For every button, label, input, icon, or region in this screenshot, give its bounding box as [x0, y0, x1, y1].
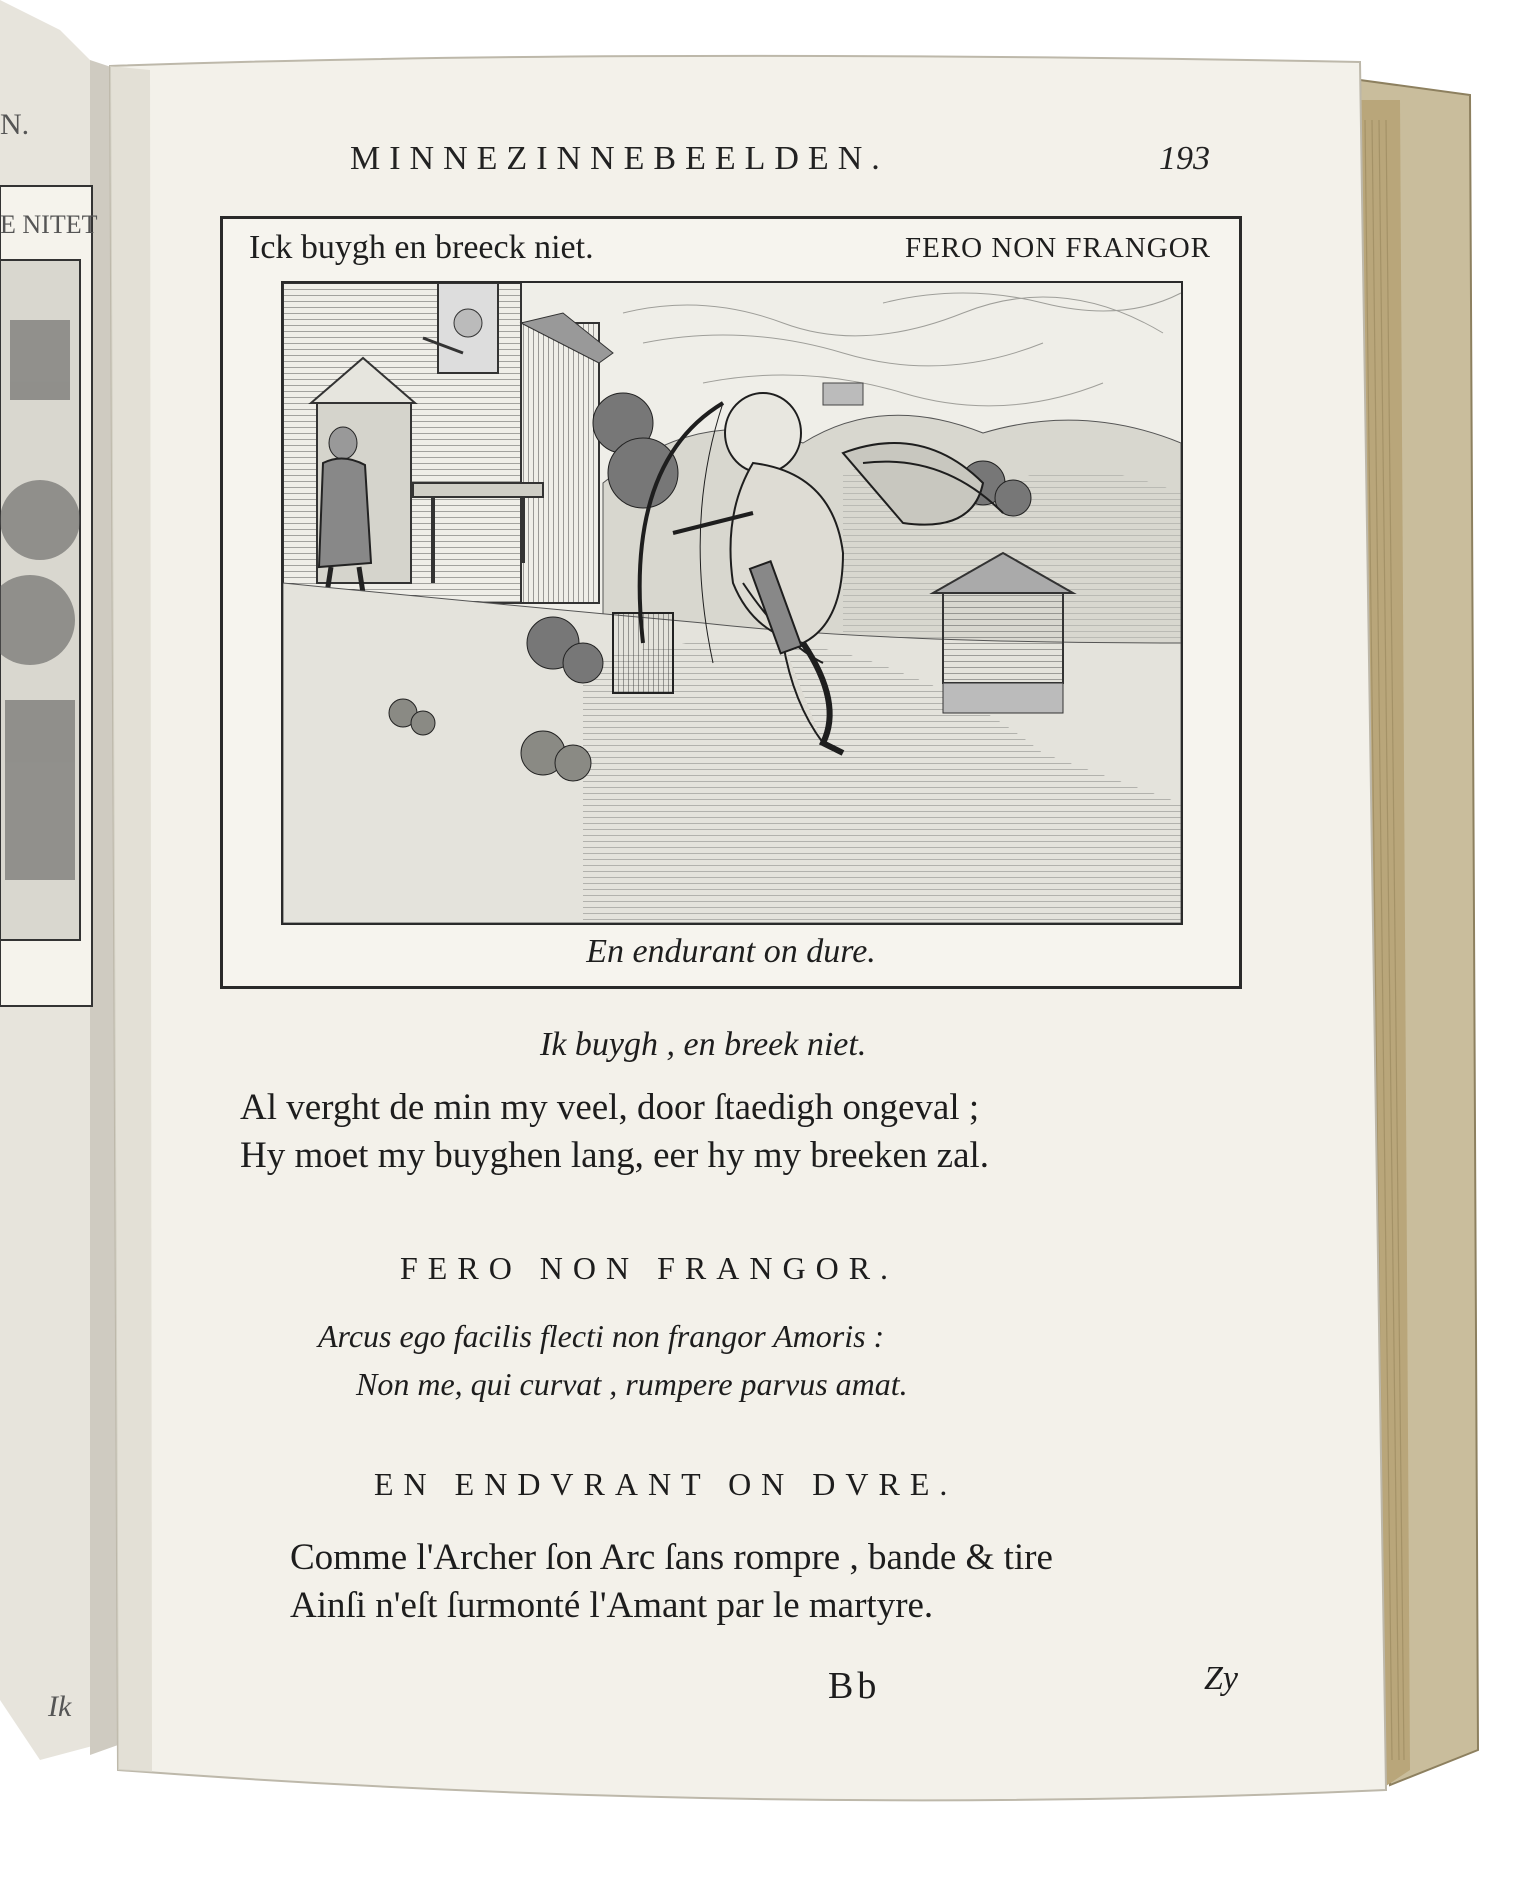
page-number: 193 — [1159, 140, 1210, 177]
latin-title: FERO NON FRANGOR. — [400, 1250, 899, 1286]
plate-motto-latin: FERO NON FRANGOR — [904, 232, 1211, 264]
latin-verse-line-2: Non me, qui curvat , rumpere parvus amat. — [356, 1366, 908, 1402]
running-head: MINNEZINNEBEELDEN. — [350, 140, 889, 177]
page-header — [350, 140, 1210, 186]
cupid-bow-engraving — [283, 283, 1181, 923]
dutch-verse-line-2: Hy moet my buyghen lang, eer hy my breeken zal. — [240, 1135, 990, 1176]
dutch-verse-line-1: Al verght de min my veel, door ſtaedigh ongeval ; — [240, 1087, 980, 1128]
french-verse-line-1: Comme l'Archer ſon Arc ſans rompre , bande & tire — [290, 1537, 1053, 1578]
latin-verse-line-1: Arcus ego facilis flecti non frangor Amoris : — [318, 1318, 885, 1354]
catchword: Zy — [1204, 1660, 1238, 1697]
french-verse-line-2: Ainſi n'eſt ſurmonté l'Amant par le martyre. — [290, 1585, 934, 1626]
french-title: EN ENDVRANT ON DVRE. — [374, 1466, 958, 1502]
left-page-plate-fragment: E NITET — [0, 210, 98, 239]
left-page-catchword: Ik — [48, 1690, 72, 1723]
emblem-plate — [220, 216, 1242, 989]
engraving-illustration — [281, 281, 1183, 925]
plate-caption-french: En endurant on dure. — [586, 933, 876, 970]
left-page-corner-mark: N. — [0, 108, 30, 141]
plate-motto-dutch: Ick buygh en breeck niet. — [249, 229, 594, 266]
signature-mark: Bb — [828, 1665, 881, 1707]
dutch-title: Ik buygh , en breek niet. — [540, 1026, 867, 1063]
